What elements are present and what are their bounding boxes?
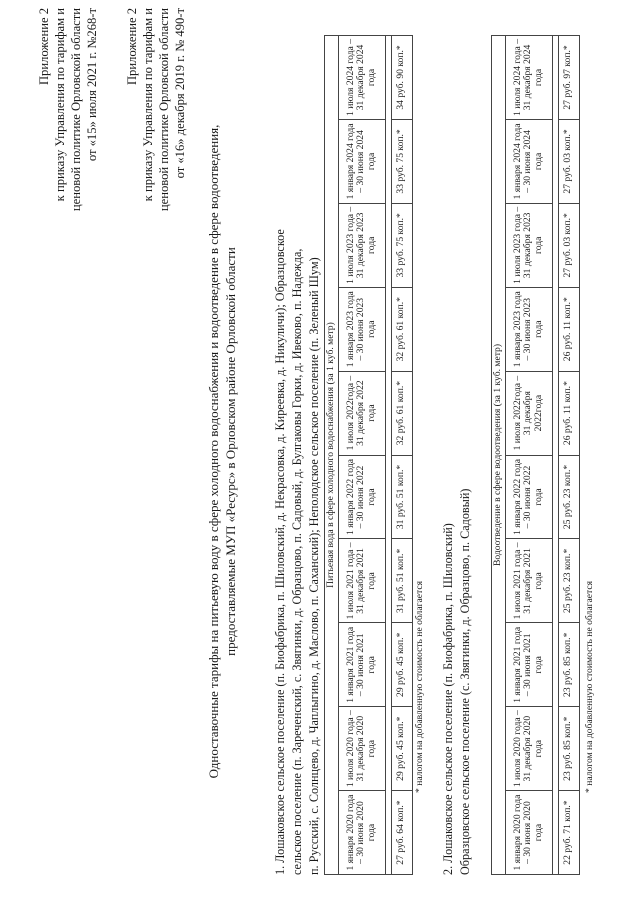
period-cell: 1 января 2020 года – 30 июня 2020 года bbox=[338, 791, 385, 875]
period-cell: 1 июля 2022года – 31 декабря 2022года bbox=[505, 371, 552, 455]
section-line: Образцовское сельское поселение (с. Звягинки, д. Образцово, п. Садовый) bbox=[458, 488, 472, 875]
section-line: сельское поселение (п. Зареченский, с. Звягинки, д. Образцово, п. Садовый, д. Булгаковы Горки, д. Ивековo, п. Надежда, bbox=[290, 248, 304, 875]
tariff-value: 29 руб. 45 коп.* bbox=[391, 623, 412, 707]
period-cell: 1 января 2022 года – 30 июня 2022 года bbox=[505, 455, 552, 539]
section-2-heading bbox=[440, 35, 474, 875]
wastewater-tariff-table bbox=[491, 35, 580, 875]
period-cell: 1 июля 2021 года – 31 декабря 2021 года bbox=[338, 539, 385, 623]
period-cell: 1 июля 2024 года – 31 декабря 2024 года bbox=[505, 36, 552, 120]
header-line: ценовой политике Орловской области bbox=[157, 8, 171, 212]
tariff-value: 23 руб. 85 коп.* bbox=[558, 707, 579, 791]
period-cell: 1 января 2021 года – 30 июня 2021 года bbox=[338, 623, 385, 707]
tariff-value: 31 руб. 51 коп.* bbox=[391, 539, 412, 623]
header-line: от «16» декабря 2019 г. № 490-т bbox=[173, 8, 187, 179]
tariff-value: 23 руб. 85 коп.* bbox=[558, 623, 579, 707]
tariff-value: 26 руб. 11 коп.* bbox=[558, 371, 579, 455]
period-cell: 1 июля 2024 года – 31 декабря 2024 года bbox=[338, 36, 385, 120]
tariff-value: 22 руб. 71 коп.* bbox=[558, 791, 579, 875]
period-cell: 1 января 2022 года – 30 июня 2022 года bbox=[338, 455, 385, 539]
header-line: Приложение 2 bbox=[125, 8, 139, 86]
tariff-value: 27 руб. 97 коп.* bbox=[558, 36, 579, 120]
tariff-value: 25 руб. 23 коп.* bbox=[558, 455, 579, 539]
document-title bbox=[205, 0, 239, 903]
table-caption: Водоотведение в сфере водоотведения (за 1 куб. метр) bbox=[492, 36, 506, 875]
tariff-value: 33 руб. 75 коп.* bbox=[391, 119, 412, 203]
title-line: Одноставочные тарифы на питьевую воду в сфере холодного водоснабжения и водоотведение в сфере водоотведения, bbox=[206, 124, 221, 779]
period-cell: 1 января 2024 года – 30 июня 2024 года bbox=[338, 119, 385, 203]
tariff-value: 26 руб. 11 коп.* bbox=[558, 287, 579, 371]
tariff-value: 25 руб. 23 коп.* bbox=[558, 539, 579, 623]
period-cell: 1 января 2023 года – 30 июня 2023 года bbox=[338, 287, 385, 371]
section-1-heading bbox=[272, 35, 323, 875]
section-line: 2. Лошаковское сельское поселение (п. Биофабрика, п. Шиловский) bbox=[441, 523, 455, 875]
header-line: к приказу Управления по тарифам и bbox=[53, 8, 67, 202]
table-caption: Питьевая вода в сфере холодного водоснабжения (за 1 куб. метр) bbox=[325, 36, 339, 875]
vat-footnote: * налогом на добавленную стоимость не облагается bbox=[414, 580, 425, 793]
header-line: к приказу Управления по тарифам и bbox=[141, 8, 155, 202]
period-cell: 1 июля 2021 года – 31 декабря 2021 года bbox=[505, 539, 552, 623]
period-cell: 1 января 2024 года – 30 июня 2024 года bbox=[505, 119, 552, 203]
period-cell: 1 июля 2020 года – 31 декабря 2020 года bbox=[505, 707, 552, 791]
period-cell: 1 июля 2023 года – 31 декабря 2023 года bbox=[505, 203, 552, 287]
tariff-value: 27 руб. 03 коп.* bbox=[558, 119, 579, 203]
tariff-value: 33 руб. 75 коп.* bbox=[391, 203, 412, 287]
water-tariff-table bbox=[324, 35, 413, 875]
section-line: п. Русский, с. Солнцево, д. Чаплыгино, д. Маслово, п. Саханский); Неполодское сельское поселение (п. Зеленый Шум) bbox=[307, 257, 321, 875]
vat-footnote: * налогом на добавленную стоимость не облагается bbox=[584, 580, 595, 793]
tariff-value: 32 руб. 61 коп.* bbox=[391, 287, 412, 371]
period-cell: 1 января 2020 года – 30 июня 2020 года bbox=[505, 791, 552, 875]
tariff-value: 27 руб. 64 коп.* bbox=[391, 791, 412, 875]
period-cell: 1 июля 2022года – 31 декабря 2022 года bbox=[338, 371, 385, 455]
appendix-header-previous bbox=[124, 8, 188, 211]
section-line: 1. Лошаковское сельское поселение (п. Биофабрика, п. Шиловский, д. Некрасовка, д. Киреевка, д. Никуличи); Образцовское bbox=[273, 229, 287, 875]
period-cell: 1 июля 2020 года – 31 декабря 2020 года bbox=[338, 707, 385, 791]
tariff-value: 32 руб. 61 коп.* bbox=[391, 371, 412, 455]
header-line: ценовой политике Орловской области bbox=[69, 8, 83, 212]
tariff-value: 29 руб. 45 коп.* bbox=[391, 707, 412, 791]
header-line: Приложение 2 bbox=[37, 8, 51, 86]
appendix-header-current bbox=[36, 8, 100, 211]
period-cell: 1 января 2023 года – 30 июня 2023 года bbox=[505, 287, 552, 371]
header-line: от «15» июля 2021 г. №268-т bbox=[85, 8, 99, 162]
period-cell: 1 января 2021 года – 30 июня 2021 года bbox=[505, 623, 552, 707]
period-cell: 1 июля 2023 года – 31 декабря 2023 года bbox=[338, 203, 385, 287]
title-line: предоставляемые МУП «Ресурс» в Орловском районе Орловской области bbox=[223, 247, 238, 656]
tariff-value: 27 руб. 03 коп.* bbox=[558, 203, 579, 287]
tariff-value: 31 руб. 51 коп.* bbox=[391, 455, 412, 539]
tariff-value: 34 руб. 90 коп.* bbox=[391, 36, 412, 120]
